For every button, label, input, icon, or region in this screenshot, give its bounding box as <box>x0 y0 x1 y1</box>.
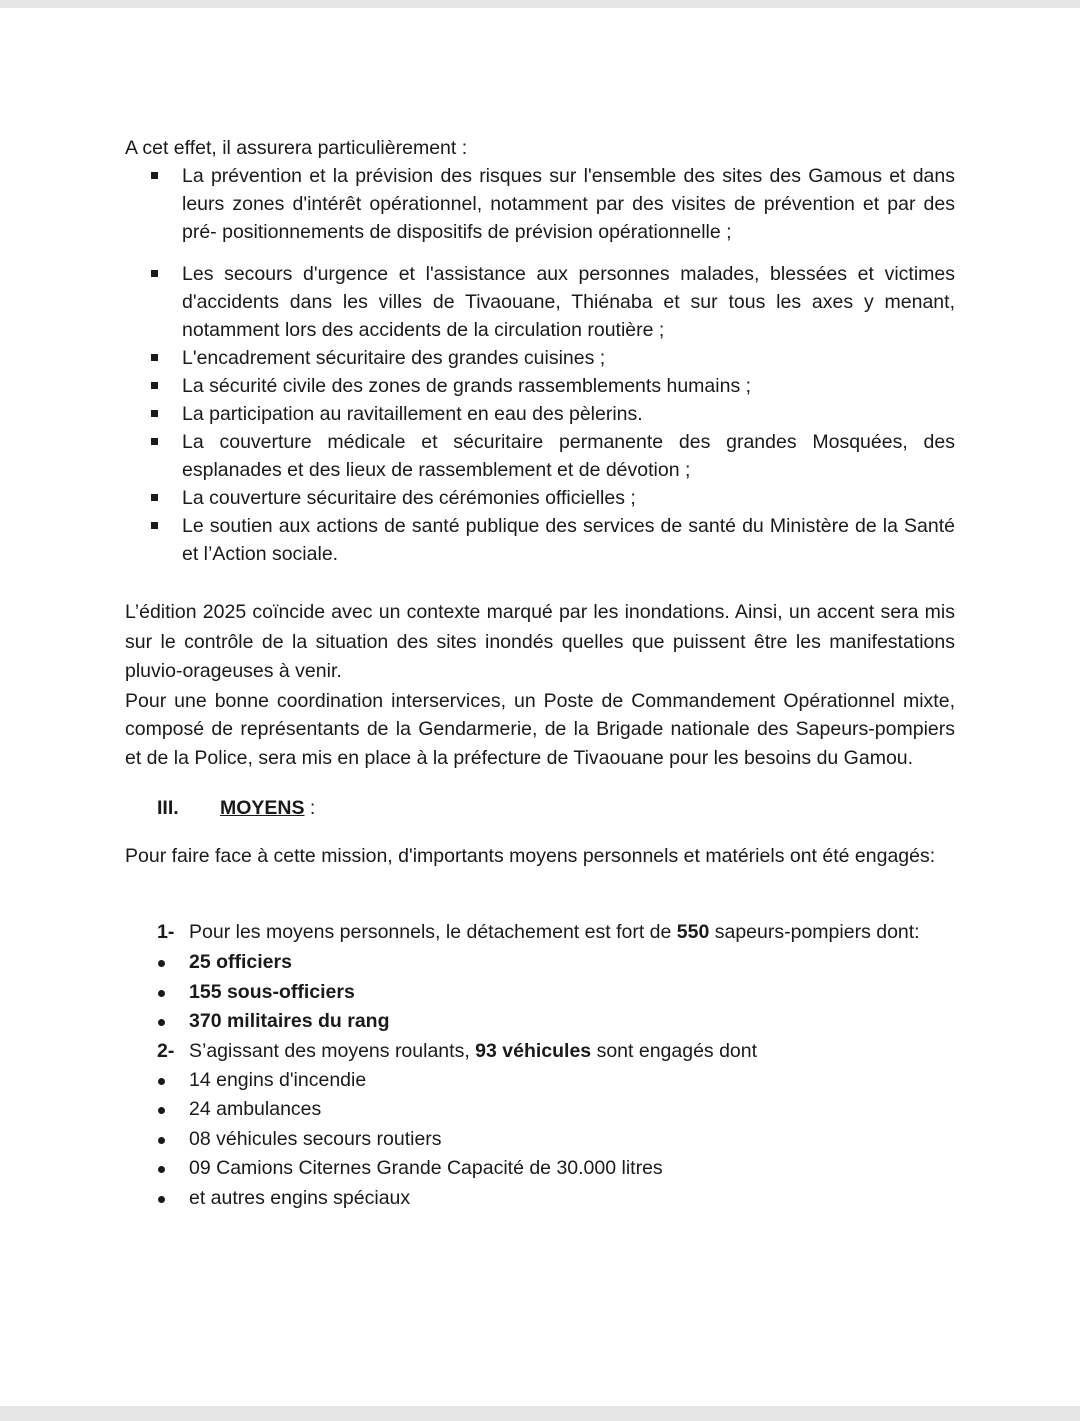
item-text-before: S’agissant des moyens roulants, <box>189 1039 476 1062</box>
list-item: La sécurité civile des zones de grands rassemblements humains ; <box>125 372 955 400</box>
list-item: Les secours d'urgence et l'assistance aux personnes malades, blessées et victimes d'accidents dans les villes de Tivaouane, Thiénaba et sur tous les axes y menant, notamment lors des accidents de la circulation routière ; <box>125 260 955 344</box>
list-item: 370 militaires du rang <box>125 1007 955 1037</box>
list-item: 14 engins d'incendie <box>125 1066 955 1096</box>
section-colon: : <box>304 797 316 819</box>
list-item: L'encadrement sécuritaire des grandes cuisines ; <box>125 344 955 372</box>
item-number: 1- <box>157 921 175 943</box>
list-item: 25 officiers <box>125 948 955 978</box>
list-item: La couverture médicale et sécuritaire permanente des grandes Mosquées, des esplanades et des lieux de rassemblement et de dévotion ; <box>125 428 955 484</box>
list-item: Le soutien aux actions de santé publique des services de santé du Ministère de la Santé et l’Action sociale. <box>125 512 955 568</box>
section-number: III. <box>157 797 179 819</box>
intro-line: A cet effet, il assurera particulièrement : <box>125 137 468 159</box>
coordination-paragraph: Pour une bonne coordination interservices, un Poste de Commandement Opérationnel mixte, composé de représentants de la Gendarmerie, de la Brigade nationale des Sapeurs-pompiers et de la Police, sera mis en place à la préfecture de Tivaouane pour les besoins du Gamou. <box>125 689 955 769</box>
item-text-bold: 93 véhicules <box>475 1039 592 1062</box>
document-page <box>0 8 1080 1406</box>
list-item: La couverture sécuritaire des cérémonies officielles ; <box>125 484 955 512</box>
document-body <box>125 134 955 1213</box>
section-heading <box>125 794 955 822</box>
section-title: MOYENS <box>220 797 305 819</box>
moyens-paragraph: Pour faire face à cette mission, d'importants moyens personnels et matériels ont été engagés: <box>125 845 936 867</box>
item-text-after: sont engagés dont <box>591 1039 758 1062</box>
item-text-before: Pour les moyens personnels, le détachement est fort de <box>189 921 677 943</box>
edition-paragraph: L’édition 2025 coïncide avec un contexte marqué par les inondations. Ainsi, un accent sera mis sur le contrôle de la situation des sites inondés quelles que puissent être les manifestations pluvio-orageuses à venir. <box>125 601 955 682</box>
list-item: 155 sous-officiers <box>125 978 955 1008</box>
list-item: 09 Camions Citernes Grande Capacité de 30.000 litres <box>125 1154 955 1184</box>
vehicles-list <box>125 1066 955 1214</box>
missions-list <box>125 162 955 568</box>
list-item: 08 véhicules secours routiers <box>125 1125 955 1155</box>
list-item: 24 ambulances <box>125 1095 955 1125</box>
personnel-list <box>125 948 955 1037</box>
item-text-after: sapeurs-pompiers dont: <box>709 921 920 943</box>
list-item: La participation au ravitaillement en eau des pèlerins. <box>125 400 955 428</box>
list-item: et autres engins spéciaux <box>125 1184 955 1214</box>
list-item: La prévention et la prévision des risques sur l'ensemble des sites des Gamous et dans leurs zones d'intérêt opérationnel, notamment par des visites de prévention et par des pré- positionnements de dispositifs de prévision opérationnelle ; <box>125 162 955 246</box>
item-number: 2- <box>157 1039 175 1062</box>
item-text-bold: 550 <box>676 921 710 943</box>
numbered-item-personnel <box>125 918 955 946</box>
numbered-item-vehicles <box>125 1037 955 1066</box>
